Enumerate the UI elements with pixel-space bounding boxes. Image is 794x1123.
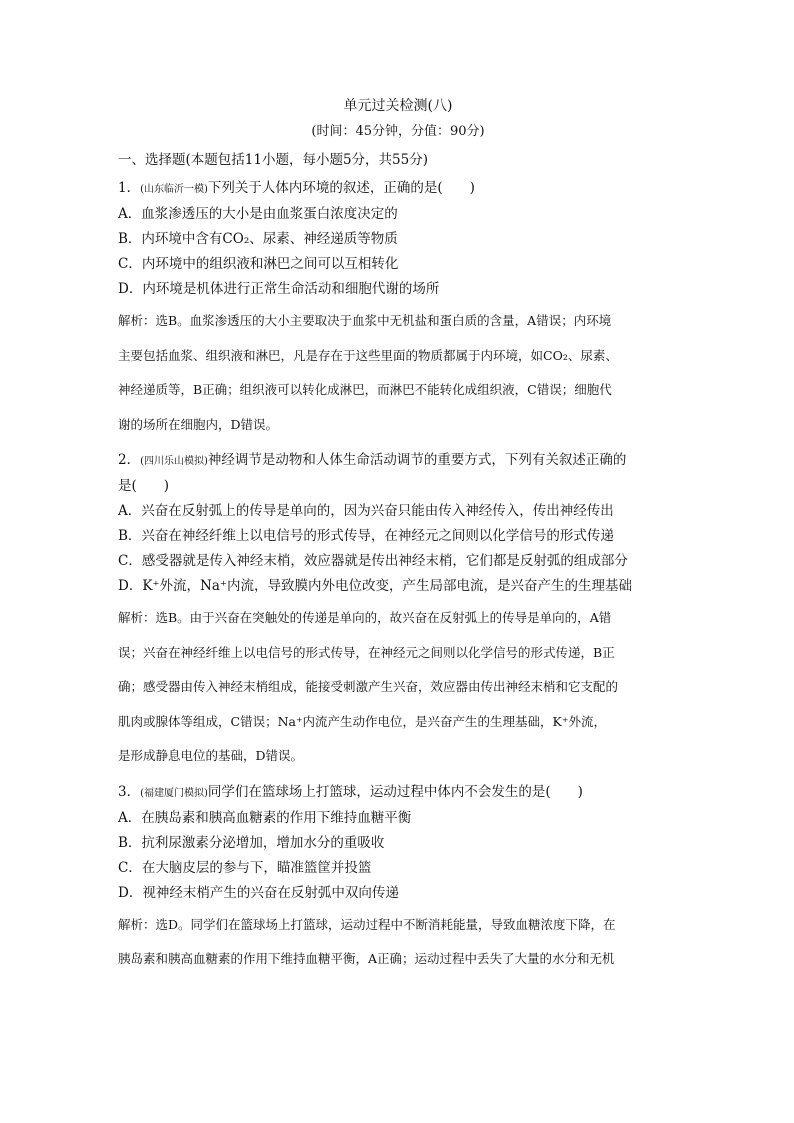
question-stem — [118, 448, 678, 474]
option-a: A．在胰岛素和胰高血糖素的作用下维持血糖平衡 — [118, 809, 412, 826]
analysis — [118, 601, 678, 774]
analysis-line: 是形成静息电位的基础，D错误。 — [118, 748, 304, 763]
page-title: 单元过关检测(八) — [343, 98, 453, 114]
option-c: C．感受器就是传入神经末梢，效应器就是传出神经末梢，它们都是反射弧的组成部分 — [118, 553, 628, 569]
question-text: 同学们在篮球场上打篮球，运动过程中体内不会发生的是( ) — [207, 783, 583, 800]
analysis-line: 误；兴奋在神经纤维上以电信号的形式传导，在神经元之间则以化学信号的形式传递，B正 — [118, 644, 615, 660]
option-a: A．兴奋在反射弧上的传导是单向的，因为兴奋只能由传入神经传入，传出神经传出 — [118, 503, 614, 519]
analysis — [118, 304, 678, 442]
page-subtitle: (时间：45分钟，分值：90分) — [311, 124, 485, 139]
question-stem — [118, 176, 678, 202]
analysis-line: 确；感受器由传入神经末梢组成，能接受刺激产生兴奋，效应器由传出神经末梢和它支配的 — [118, 679, 619, 694]
option-d: D．视神经末梢产生的兴奋在反射弧中双向传递 — [118, 884, 399, 901]
question-text: 下列关于人体内环境的叙述，正确的是( ) — [207, 180, 475, 196]
question-number: 2． — [118, 452, 141, 468]
option-a: A．血浆渗透压的大小是由血浆蛋白浓度决定的 — [118, 206, 398, 222]
option-b: B．兴奋在神经纤维上以电信号的形式传导，在神经元之间则以化学信号的形式传递 — [118, 528, 614, 544]
analysis — [118, 908, 678, 977]
question-text: 神经调节是动物和人体生命活动调节的重要方式，下列有关叙述正确的 — [207, 452, 627, 468]
option-c: C．在大脑皮层的参与下，瞄准篮筐并投篮 — [118, 859, 372, 876]
analysis-line: 神经递质等，B正确；组织液可以转化成淋巴，而淋巴不能转化成组织液，C错误；细胞代 — [118, 382, 612, 397]
question-stem — [118, 780, 678, 806]
option-c: C．内环境中的组织液和淋巴之间可以互相转化 — [118, 256, 399, 272]
analysis-line: 解析：选D。同学们在篮球场上打篮球，运动过程中不断消耗能量，导致血糖浓度下降，在 — [118, 916, 616, 932]
question-number: 3． — [118, 783, 141, 800]
question-text-cont: 是( ) — [118, 478, 170, 494]
question-1 — [118, 176, 678, 442]
question-number: 1． — [118, 180, 141, 196]
analysis-line: 胰岛素和胰高血糖素的作用下维持血糖平衡，A正确；运动过程中丢失了大量的水分和无机 — [118, 951, 615, 966]
option-d: D．K⁺外流，Na⁺内流，导致膜内外电位改变，产生局部电流，是兴奋产生的生理基础 — [118, 578, 633, 594]
option-d: D．内环境是机体进行正常生命活动和细胞代谢的场所 — [118, 281, 440, 297]
question-source: (福建厦门模拟) — [140, 787, 208, 799]
section-heading: 一、选择题(本题包括11小题，每小题5分，共55分) — [118, 152, 428, 168]
document-page — [118, 96, 678, 983]
option-b: B．内环境中含有CO₂、尿素、神经递质等物质 — [118, 231, 398, 247]
analysis-line: 谢的场所在细胞内，D错误。 — [118, 416, 279, 432]
option-b: B．抗利尿激素分泌增加，增加水分的重吸收 — [118, 834, 385, 851]
question-2 — [118, 448, 678, 774]
analysis-line: 主要包括血浆、组织液和淋巴，凡是存在于这些里面的物质都属于内环境，如CO₂、尿素、 — [118, 347, 618, 363]
question-3 — [118, 780, 678, 977]
analysis-line: 解析：选B。由于兴奋在突触处的传递是单向的，故兴奋在反射弧上的传导是单向的，A错 — [118, 610, 612, 625]
question-source: (四川乐山模拟) — [140, 456, 208, 467]
question-source: (山东临沂一模) — [140, 184, 208, 195]
analysis-line: 解析：选B。血浆渗透压的大小主要取决于血浆中无机盐和蛋白质的含量，A错误；内环境 — [118, 313, 612, 328]
analysis-line: 肌肉或腺体等组成，C错误；Na⁺内流产生动作电位，是兴奋产生的生理基础，K⁺外流， — [118, 713, 606, 729]
